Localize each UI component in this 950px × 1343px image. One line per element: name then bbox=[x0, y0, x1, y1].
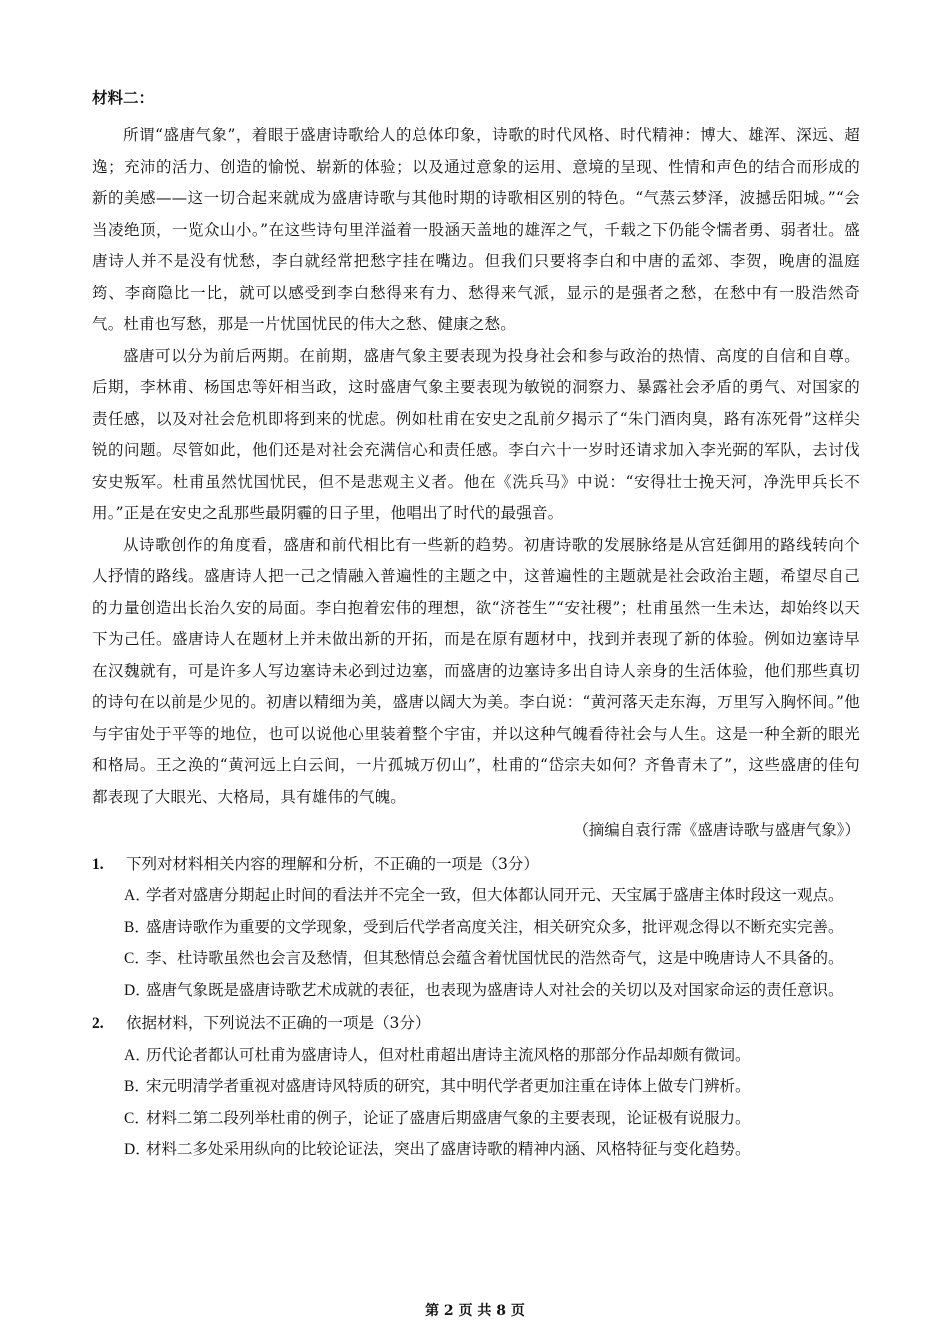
option-text: 盛唐气象既是盛唐诗歌艺术成就的表征，也表现为盛唐诗人对社会的关切以及对国家命运的责任意识。 bbox=[146, 980, 844, 999]
question-2-options bbox=[92, 1040, 860, 1166]
question-1 bbox=[92, 849, 860, 1007]
option-label: A． bbox=[124, 887, 151, 904]
question-number: 2. bbox=[92, 1015, 104, 1032]
option-b bbox=[124, 912, 860, 944]
material-paragraph-3: 从诗歌创作的角度看，盛唐和前代相比有一些新的趋势。初唐诗歌的发展脉络是从宫廷御用的路线转向个人抒情的路线。盛唐诗人把一己之情融入普遍性的主题之中，这普遍性的主题就是社会政治主题，希望尽自己的力量创造出长治久安的局面。李白抱着宏伟的理想，欲“济苍生”“安社稷”；杜甫虽然一生未达，却始终以天下为己任。盛唐诗人在题材上并未做出新的开拓，而是在原有题材中，找到并表现了新的体验。例如边塞诗早在汉魏就有，可是许多人写边塞诗未必到过边塞，而盛唐的边塞诗多出自诗人亲身的生活体验，他们那些真切的诗句在以前是少见的。初唐以精细为美，盛唐以阔大为美。李白说：“黄河落天走东海，万里写入胸怀间。”他与宇宙处于平等的地位，也可以说他心里装着整个宇宙，并以这种气魄看待社会与人生。这是一种全新的眼光和格局。王之涣的“黄河远上白云间，一片孤城万仞山”，杜甫的“岱宗夫如何？齐鲁青未了”，这些盛唐的佳句都表现了大眼光、大格局，具有雄伟的气魄。 bbox=[92, 535, 860, 806]
option-text: 李、杜诗歌虽然也会言及愁情，但其愁情总会蕴含着忧国忧民的浩然奇气，这是中晚唐诗人不具备的。 bbox=[146, 949, 844, 967]
option-label: A． bbox=[124, 1046, 151, 1064]
material-paragraph-1: 所谓“盛唐气象”，着眼于盛唐诗歌给人的总体印象，诗歌的时代风格、时代精神：博大、雄浑、深远、超逸；充沛的活力、创造的愉悦、崭新的体验；以及通过意象的运用、意境的呈现、性情和声色的结合而形成的新的美感——这一切合起来就成为盛唐诗歌与其他时期的诗歌相区别的特色。“气蒸云梦泽，波撼岳阳城。”“会当凌绝顶，一览众山小。”在这些诗句里洋溢着一股涵天盖地的雄浑之气，千载之下仍能令懦者勇、弱者壮。盛唐诗人并不是没有忧愁，李白就经常把愁字挂在嘴边。但我们只要将李白和中唐的孟郊、李贺，晚唐的温庭筠、李商隐比一比，就可以感受到李白愁得来有力、愁得来气派，显示的是强者之愁，在愁中有一股浩然奇气。杜甫也写愁，那是一片忧国忧民的伟大之愁、健康之愁。 bbox=[92, 126, 860, 333]
option-b bbox=[124, 1071, 860, 1103]
question-stem: 下列对材料相关内容的理解和分析，不正确的一项是（3分） bbox=[126, 854, 539, 873]
page-number-footer: 第 2 页 共 8 页 bbox=[425, 1303, 525, 1319]
material-source: （摘编自袁行霈《盛唐诗歌与盛唐气象》） bbox=[573, 821, 860, 839]
material-paragraph-2: 盛唐可以分为前后两期。在前期，盛唐气象主要表现为投身社会和参与政治的热情、高度的自信和自尊。后期，李林甫、杨国忠等奸相当政，这时盛唐气象主要表现为敏锐的洞察力、暴露社会矛盾的勇气、对国家的责任感，以及对社会危机即将到来的忧虑。例如杜甫在安史之乱前夕揭示了“朱门酒肉臭，路有冻死骨”这样尖锐的问题。尽管如此，他们还是对社会充满信心和责任感。李白六十一岁时还请求加入李光弼的军队，去讨伐安史叛军。杜甫虽然忧国忧民，但不是悲观主义者。他在《洗兵马》中说：“安得壮士挽天河，净洗甲兵长不用。”正是在安史之乱那些最阴霾的日子里，他唱出了时代的最强音。 bbox=[92, 346, 860, 522]
question-number: 1. bbox=[92, 855, 104, 873]
option-label: D． bbox=[124, 1141, 151, 1158]
material-heading: 材料二： bbox=[92, 88, 155, 107]
option-label: B． bbox=[124, 1078, 150, 1095]
option-c bbox=[124, 943, 860, 975]
option-a bbox=[124, 880, 860, 912]
option-text: 材料二第二段列举杜甫的例子，论证了盛唐后期盛唐气象的主要表现，论证极有说服力。 bbox=[146, 1108, 751, 1127]
exam-page bbox=[92, 84, 860, 1166]
question-1-options bbox=[92, 880, 860, 1006]
option-label: C． bbox=[124, 1109, 150, 1127]
option-c bbox=[124, 1103, 860, 1135]
option-text: 学者对盛唐分期起止时间的看法并不完全一致，但大体都认同开元、天宝属于盛唐主体时段这一观点。 bbox=[146, 886, 844, 904]
option-d bbox=[124, 975, 860, 1007]
option-text: 宋元明清学者重视对盛唐诗风特质的研究，其中明代学者更加注重在诗体上做专门辨析。 bbox=[146, 1077, 751, 1095]
option-text: 材料二多处采用纵向的比较论证法，突出了盛唐诗歌的精神内涵、风格特征与变化趋势。 bbox=[146, 1140, 751, 1158]
question-stem: 依据材料，下列说法不正确的一项是（3分） bbox=[126, 1014, 431, 1032]
option-a bbox=[124, 1040, 860, 1072]
option-label: C． bbox=[124, 950, 150, 967]
question-2 bbox=[92, 1008, 860, 1166]
option-d bbox=[124, 1134, 860, 1166]
option-label: B． bbox=[124, 918, 150, 936]
option-label: D． bbox=[124, 981, 151, 999]
option-text: 历代论者都认可杜甫为盛唐诗人，但对杜甫超出唐诗主流风格的那部分作品却颇有微词。 bbox=[146, 1045, 751, 1064]
option-text: 盛唐诗歌作为重要的文学现象，受到后代学者高度关注，相关研究众多，批评观念得以不断充实完善。 bbox=[146, 917, 844, 936]
